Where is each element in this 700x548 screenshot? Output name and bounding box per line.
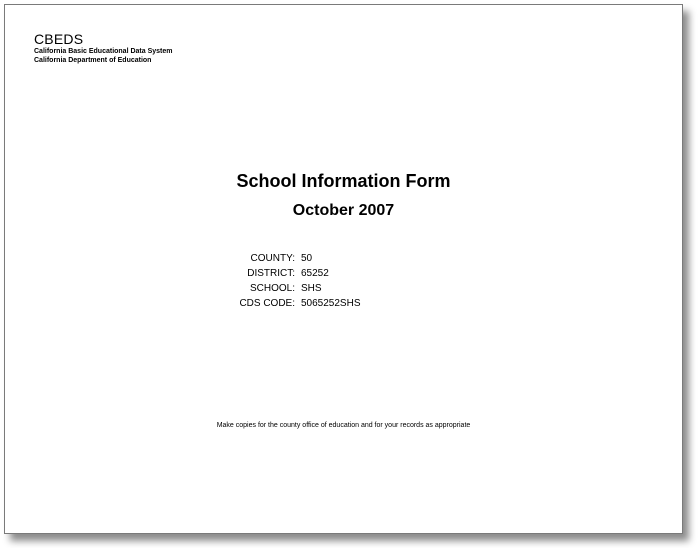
- district-label: DISTRICT:: [247, 268, 295, 279]
- document-page: [4, 4, 683, 534]
- county-value: 50: [301, 253, 313, 264]
- school-info-block: [155, 251, 361, 311]
- brand-subtitle: California Basic Educational Data System: [34, 48, 173, 55]
- info-row-cds-code: [155, 296, 361, 311]
- header-brand: [34, 31, 173, 65]
- info-row-school: [155, 281, 361, 296]
- form-date: October 2007: [292, 202, 395, 219]
- copies-note: Make copies for the county office of education and for your records as appropriate: [216, 422, 471, 429]
- brand-department: California Department of Education: [34, 57, 152, 64]
- school-label: SCHOOL:: [249, 283, 295, 294]
- cds-code-label: CDS CODE:: [239, 298, 295, 309]
- brand-title: CBEDS: [34, 31, 84, 47]
- district-value: 65252: [301, 268, 329, 279]
- cds-code-value: 5065252SHS: [301, 298, 361, 309]
- school-value: SHS: [301, 283, 322, 294]
- county-label: COUNTY:: [250, 253, 295, 264]
- info-row-district: [155, 266, 361, 281]
- info-row-county: [155, 251, 361, 266]
- form-title: School Information Form: [236, 171, 451, 191]
